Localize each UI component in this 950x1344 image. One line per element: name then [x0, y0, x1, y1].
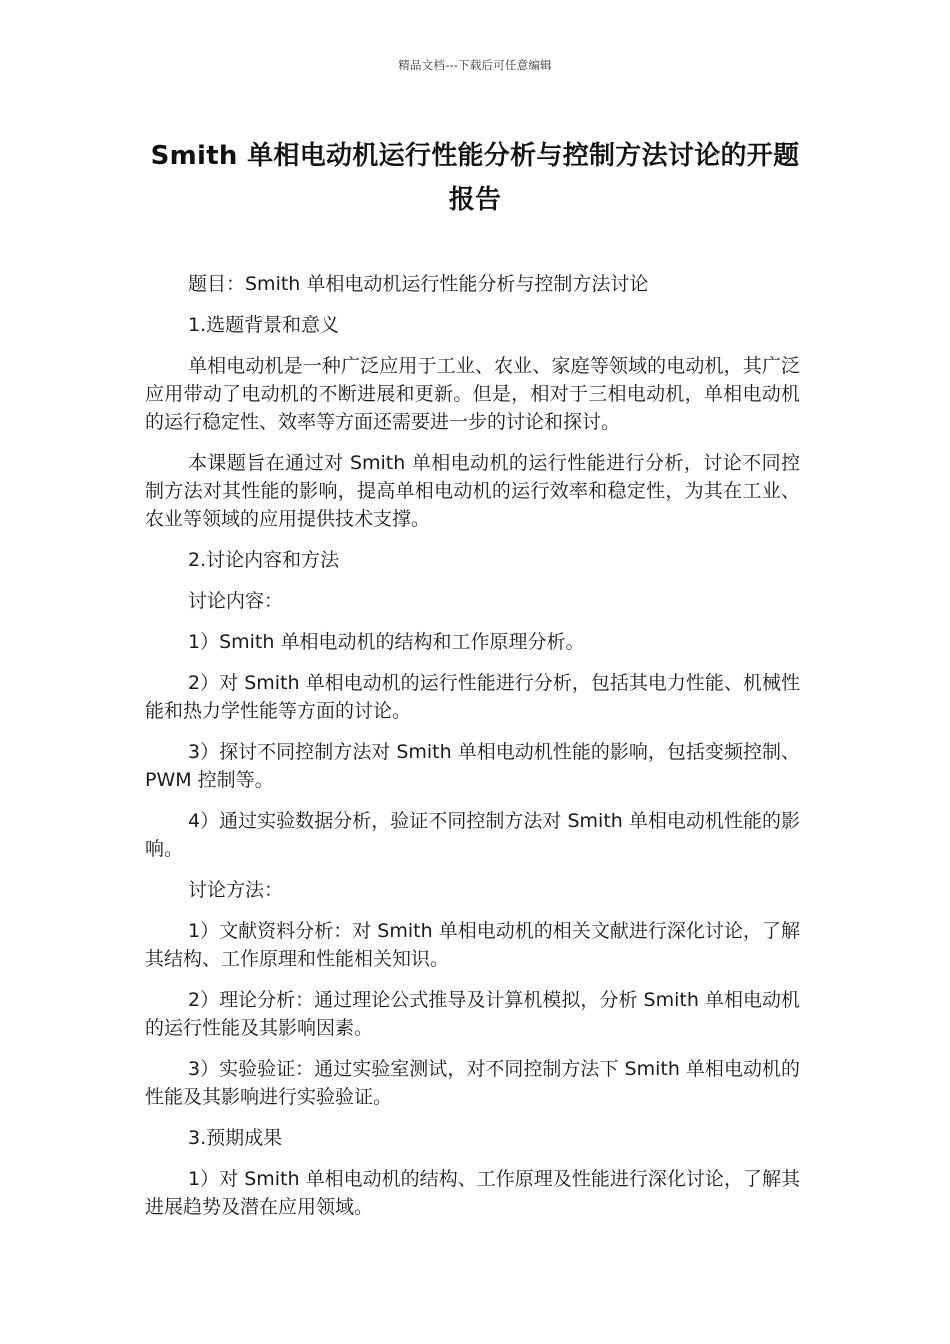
subheading-content: 讨论内容： — [188, 590, 284, 612]
section-heading-content-methods: 2.讨论内容和方法 — [188, 549, 340, 571]
header-note: 精品文档---下载后可任意编辑 — [398, 58, 552, 72]
section-heading-background: 1.选题背景和意义 — [188, 314, 340, 336]
paragraph-purpose: 本课题旨在通过对 Smith 单相电动机的运行性能进行分析，讨论不同控制方法对其性能的影响，提高单相电动机的运行效率和稳定性，为其在工业、农业等领域的应用提供技术支撑。 — [145, 452, 800, 530]
paragraph-topic: 题目：Smith 单相电动机运行性能分析与控制方法讨论 — [188, 273, 649, 295]
result-item: 1）对 Smith 单相电动机的结构、工作原理及性能进行深化讨论，了解其进展趋势及潜在应用领域。 — [145, 1168, 800, 1218]
method-item: 3）实验验证：通过实验室测试，对不同控制方法下 Smith 单相电动机的性能及其影响进行实验验证。 — [145, 1058, 800, 1108]
content-item: 4）通过实验数据分析，验证不同控制方法对 Smith 单相电动机性能的影响。 — [145, 810, 800, 860]
paragraph-background: 单相电动机是一种广泛应用于工业、农业、家庭等领域的电动机，其广泛应用带动了电动机的不断进展和更新。但是，相对于三相电动机，单相电动机的运行稳定性、效率等方面还需要进一步的讨论和探讨。 — [145, 355, 800, 433]
content-item: 2）对 Smith 单相电动机的运行性能进行分析，包括其电力性能、机械性能和热力学性能等方面的讨论。 — [145, 672, 800, 722]
subheading-methods: 讨论方法： — [188, 879, 284, 901]
content-item: 1）Smith 单相电动机的结构和工作原理分析。 — [188, 631, 585, 653]
document-body — [145, 270, 800, 1234]
content-item: 3）探讨不同控制方法对 Smith 单相电动机性能的影响，包括变频控制、PWM 控制等。 — [145, 741, 800, 791]
section-heading-expected-results: 3.预期成果 — [188, 1127, 283, 1149]
method-item: 1）文献资料分析：对 Smith 单相电动机的相关文献进行深化讨论，了解其结构、工作原理和性能相关知识。 — [145, 920, 800, 970]
method-item: 2）理论分析：通过理论公式推导及计算机模拟，分析 Smith 单相电动机的运行性能及其影响因素。 — [145, 989, 800, 1039]
document-title: Smith 单相电动机运行性能分析与控制方法讨论的开题报告 — [150, 141, 800, 215]
